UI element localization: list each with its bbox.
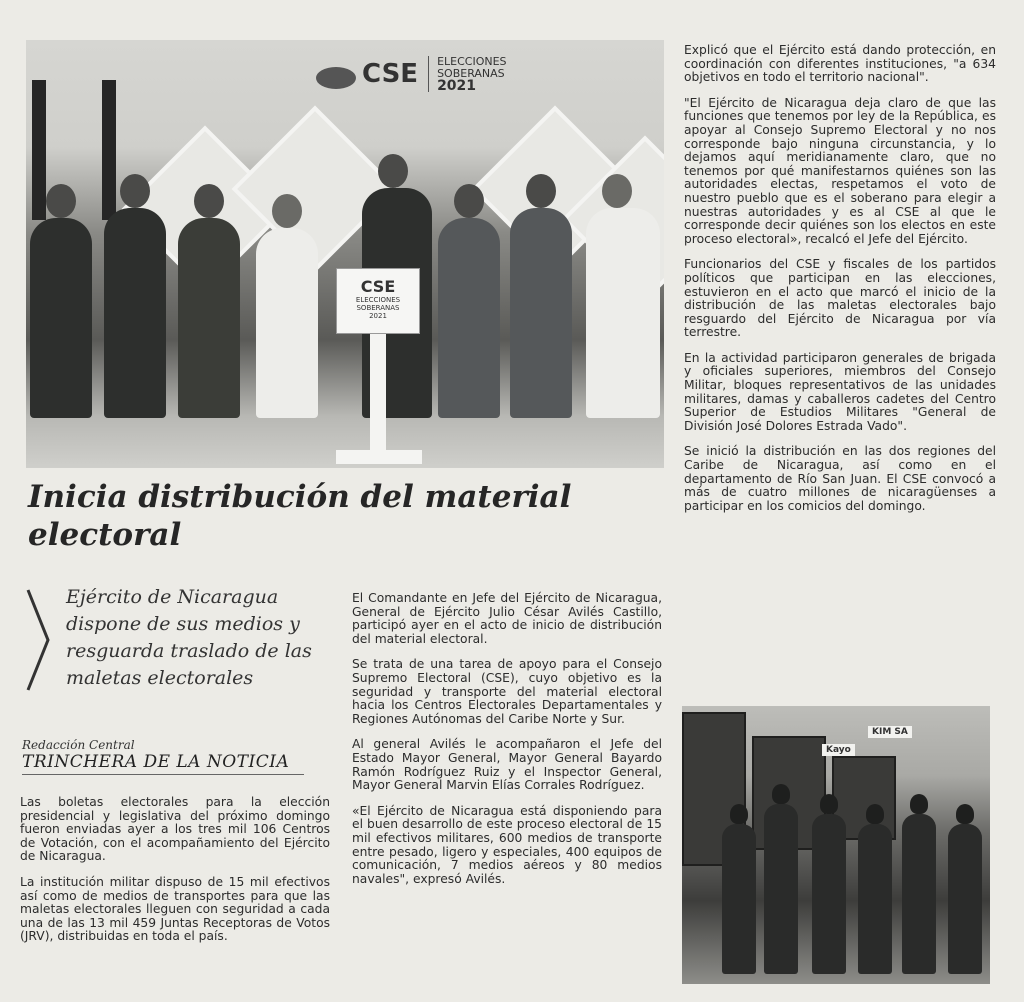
officer — [438, 218, 500, 418]
article-column-3 — [684, 44, 996, 525]
paragraph: Se trata de una tarea de apoyo para el Consejo Supremo Electoral (CSE), cuyo objetivo es la seguridad y transporte del material electoral hacia los Centros Electorales Departamentales y Regiones Autónomas del Caribe Norte y Sur. — [352, 657, 662, 726]
soldier — [764, 804, 798, 974]
podium-sign: CSE ELECCIONES SOBERANAS 2021 — [336, 268, 420, 334]
paragraph: Funcionarios del CSE y fiscales de los partidos políticos que participan en las elecciones, estuvieron en el acto que marcó el inicio de la distribución de las maletas electorales bajo resguardo del Ejército de Nicaragua por vía terrestre. — [684, 257, 996, 340]
paragraph: Explicó que el Ejército está dando protección, en coordinación con diferentes instituciones, "a 634 objetivos en todo el territorio nacional". — [684, 43, 996, 85]
paragraph: Al general Avilés le acompañaron el Jefe del Estado Mayor General, Mayor General Bayardo Ramón Rodríguez Ruiz y el Inspector General, Mayor General Marvin Elías Corrales Rodríguez. — [352, 737, 662, 793]
paragraph: El Comandante en Jefe del Ejército de Nicaragua, General de Ejército Julio César Avilés Castillo, participó ayer en el acto de inicio de distribución del material electoral. — [352, 591, 662, 646]
article-column-2 — [352, 592, 662, 898]
flag — [102, 80, 116, 220]
officer — [104, 208, 166, 418]
paragraph: «El Ejército de Nicaragua está disponiendo para el buen desarrollo de este proceso electoral de 15 mil efectivos militares, 600 medios de transporte entre pesado, ligero y especiales, 400 equipos de comunicación, 7 medios aéreos y 80 medios navales", expresó Avilés. — [352, 803, 662, 886]
officer — [30, 218, 92, 418]
podium-stand — [370, 334, 386, 454]
headline: Inicia distribución del material electoral — [28, 479, 572, 553]
cse-banner — [316, 44, 566, 104]
paragraph: En la actividad participaron generales de brigada y oficiales superiores, miembros del Consejo Militar, bloques representativos de las unidades militares, damas y caballeros cadetes del Centro Superior de Estudios Militares "General de División José Dolores Estrada Vado". — [684, 350, 996, 433]
soldier — [812, 814, 846, 974]
officer — [510, 208, 572, 418]
soldier — [722, 824, 756, 974]
soldier — [858, 824, 892, 974]
official — [586, 208, 660, 418]
paragraph: Las boletas electorales para la elección presidencial y legislativa del próximo domingo fueron enviadas ayer a los tres mil 106 Centros de Votación, con el acompañamiento del Ejército de Nicaragua. — [20, 795, 330, 864]
paragraph: La institución militar dispuso de 15 mil efectivos así como de medios de transportes para que las maletas electorales lleguen con seguridad a cada una de las 13 mil 459 Juntas Receptoras de Votos (JRV), distribuidas en toda el país. — [20, 874, 330, 944]
byline: TRINCHERA DE LA NOTICIA — [22, 752, 304, 775]
podium-base — [336, 450, 422, 464]
deck-subtitle: Ejército de Nicaragua dispone de sus medios y resguarda traslado de las maletas electorales — [66, 586, 312, 689]
official — [256, 228, 318, 418]
elecciones-soberanas-logo: ELECCIONES SOBERANAS 2021 — [428, 56, 506, 92]
shop-sign: KIM SA — [868, 726, 912, 738]
cse-swoosh-icon — [316, 67, 356, 89]
article-column-1 — [20, 796, 330, 956]
flag — [32, 80, 46, 220]
shop-sign: Kayo — [822, 744, 855, 756]
officer — [178, 218, 240, 418]
side-photo — [682, 706, 990, 984]
soldier — [948, 824, 982, 974]
main-photo — [26, 40, 664, 468]
byline-kicker: Redacción Central — [22, 738, 135, 752]
paragraph: Se inició la distribución en las dos regiones del Caribe de Nicaragua, así como en el departamento de Río San Juan. El CSE convocó a más de cuatro millones de nicaragüenses a participar en los comicios del domingo. — [684, 444, 996, 513]
paragraph: "El Ejército de Nicaragua deja claro de que las funciones que tenemos por ley de la República, es apoyar al Consejo Supremo Electoral y no nos corresponde bajo ninguna circunstancia, y lo dejamos aquí meridianamente claro, que no tenemos por qué manifestarnos quiénes son las autoridades electas, respetamos el voto de nuestro pueblo que es el soberano para elegir a nuestras autoridades y es al CSE al que le corresponde decir quiénes son los electos en este proceso electoral», recalcó el Jefe del Ejército. — [684, 95, 996, 246]
soldier — [902, 814, 936, 974]
cse-logo: CSE — [316, 59, 418, 89]
chevron-right-icon — [24, 588, 52, 692]
